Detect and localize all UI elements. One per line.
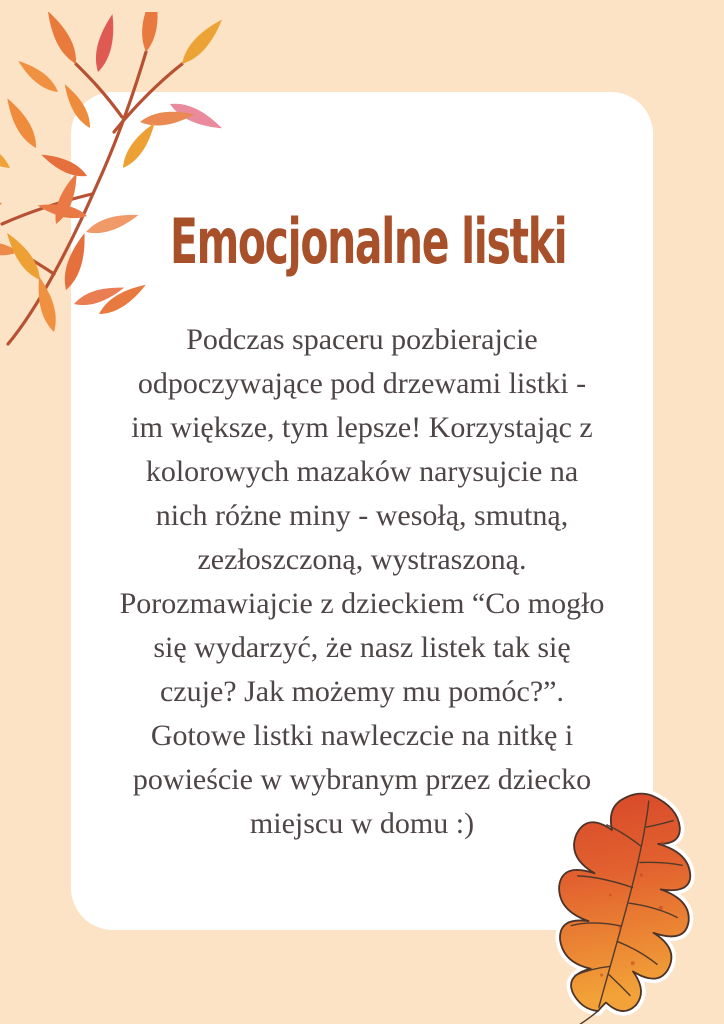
body-line: się wydarzyć, że nasz listek tak się [153,631,571,664]
body-line: odpoczywające pod drzewami listki - [137,367,587,400]
oak-leaf-illustration [528,778,718,1024]
body-line: im większe, tym lepsze! Korzystając z [131,411,593,444]
body-text-block [89,318,635,846]
body-line: Podczas spaceru pozbierajcie [186,323,538,356]
body-line: zezłoszczoną, wystraszoną. [197,543,527,576]
body-line: miejscu w domu :) [249,807,475,840]
body-line: Gotowe listki nawleczcie na nitkę i [150,719,574,752]
body-line: czuje? Jak możemy mu pomóc?”. [159,675,564,708]
body-line: nich różne miny - wesołą, smutną, [155,499,569,532]
autumn-branch-illustration [0,12,256,364]
body-line: powieście w wybranym przez dziecko [132,763,592,796]
body-line: kolorowych mazaków narysujcie na [145,455,579,488]
body-line: Porozmawiajcie z dzieckiem “Co mogło [119,587,605,620]
branch-leaves-icon [0,12,227,334]
page-title: Emocjonalne listki [169,205,567,278]
